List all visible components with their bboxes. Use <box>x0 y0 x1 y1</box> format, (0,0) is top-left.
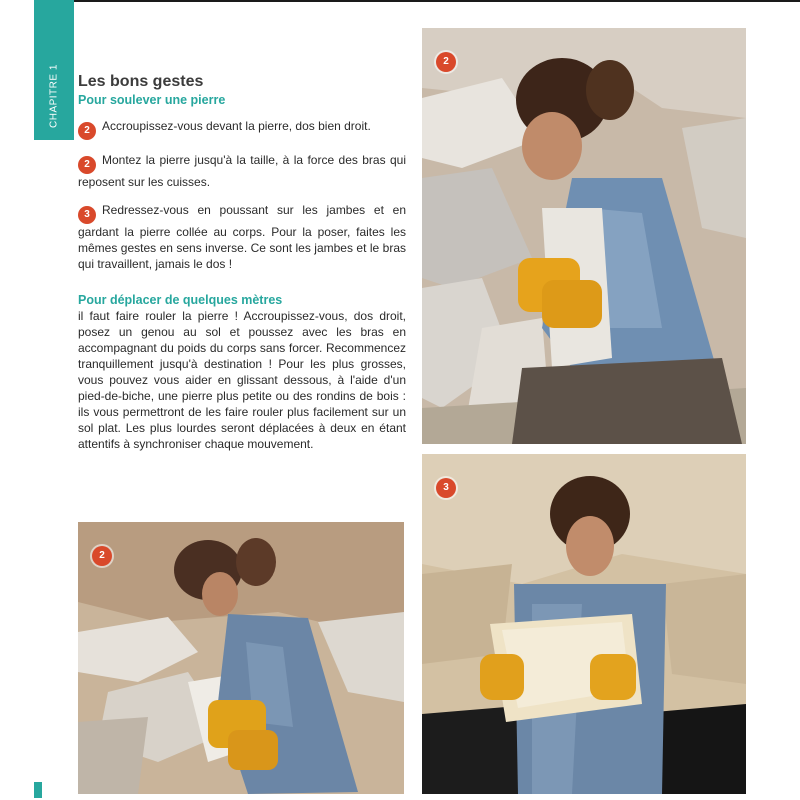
step-3 <box>78 202 406 272</box>
section2-subtitle: Pour déplacer de quelques mètres <box>78 293 283 307</box>
photo-kneel-top <box>422 28 746 444</box>
section-subtitle: Pour soulever une pierre <box>78 93 226 107</box>
text-column <box>78 72 406 452</box>
photo-standing-bottom-image <box>422 454 746 794</box>
photo-crouch-bottom-image <box>78 522 404 794</box>
photo-badge: 3 <box>436 478 456 498</box>
chapter-tab <box>34 0 74 140</box>
step-text: Accroupissez-vous devant la pierre, dos bien droit. <box>102 119 371 133</box>
top-rule <box>34 0 800 2</box>
step-2 <box>78 152 406 190</box>
photo-badge: 2 <box>92 546 112 566</box>
photo-crouch-bottom <box>78 522 404 794</box>
photo-standing-bottom <box>422 454 746 794</box>
step-badge: 2 <box>78 122 96 140</box>
chapter-label: CHAPITRE 1 <box>48 64 60 128</box>
step-text: Redressez-vous en poussant sur les jambes et en gardant la pierre collée au corps. Pour la poser, faites les mêmes gestes en sens inverse. Ce sont les jambes et le bras qui travaillent, jamais le dos ! <box>78 203 406 271</box>
photo-kneel-top-image <box>422 28 746 444</box>
step-1 <box>78 118 406 140</box>
photo-badge: 2 <box>436 52 456 72</box>
step-badge: 3 <box>78 206 96 224</box>
step-badge: 2 <box>78 156 96 174</box>
section2-paragraph: il faut faire rouler la pierre ! Accroupissez-vous, dos droit, posez un genou au sol et poussez avec les bras en accompagnant du poids du corps sans forcer. Recommencez tranquillement jusqu'à destination ! Pour les plus grosses, vous pouvez vous aider en glissant dessous, à l'aide d'un pied-de-biche, une pierre plus petite ou des rondins de bois : ils vous permettront de les faire rouler plus facilement sur un sol plat. Les plus lourdes seront déplacées à deux en étant attentifs à synchroniser chaque mouvement. <box>78 309 406 451</box>
step-text: Montez la pierre jusqu'à la taille, à la force des bras qui reposent sur les cuisses. <box>78 153 406 189</box>
section-title: Les bons gestes <box>78 73 204 90</box>
page-mark <box>34 782 42 798</box>
